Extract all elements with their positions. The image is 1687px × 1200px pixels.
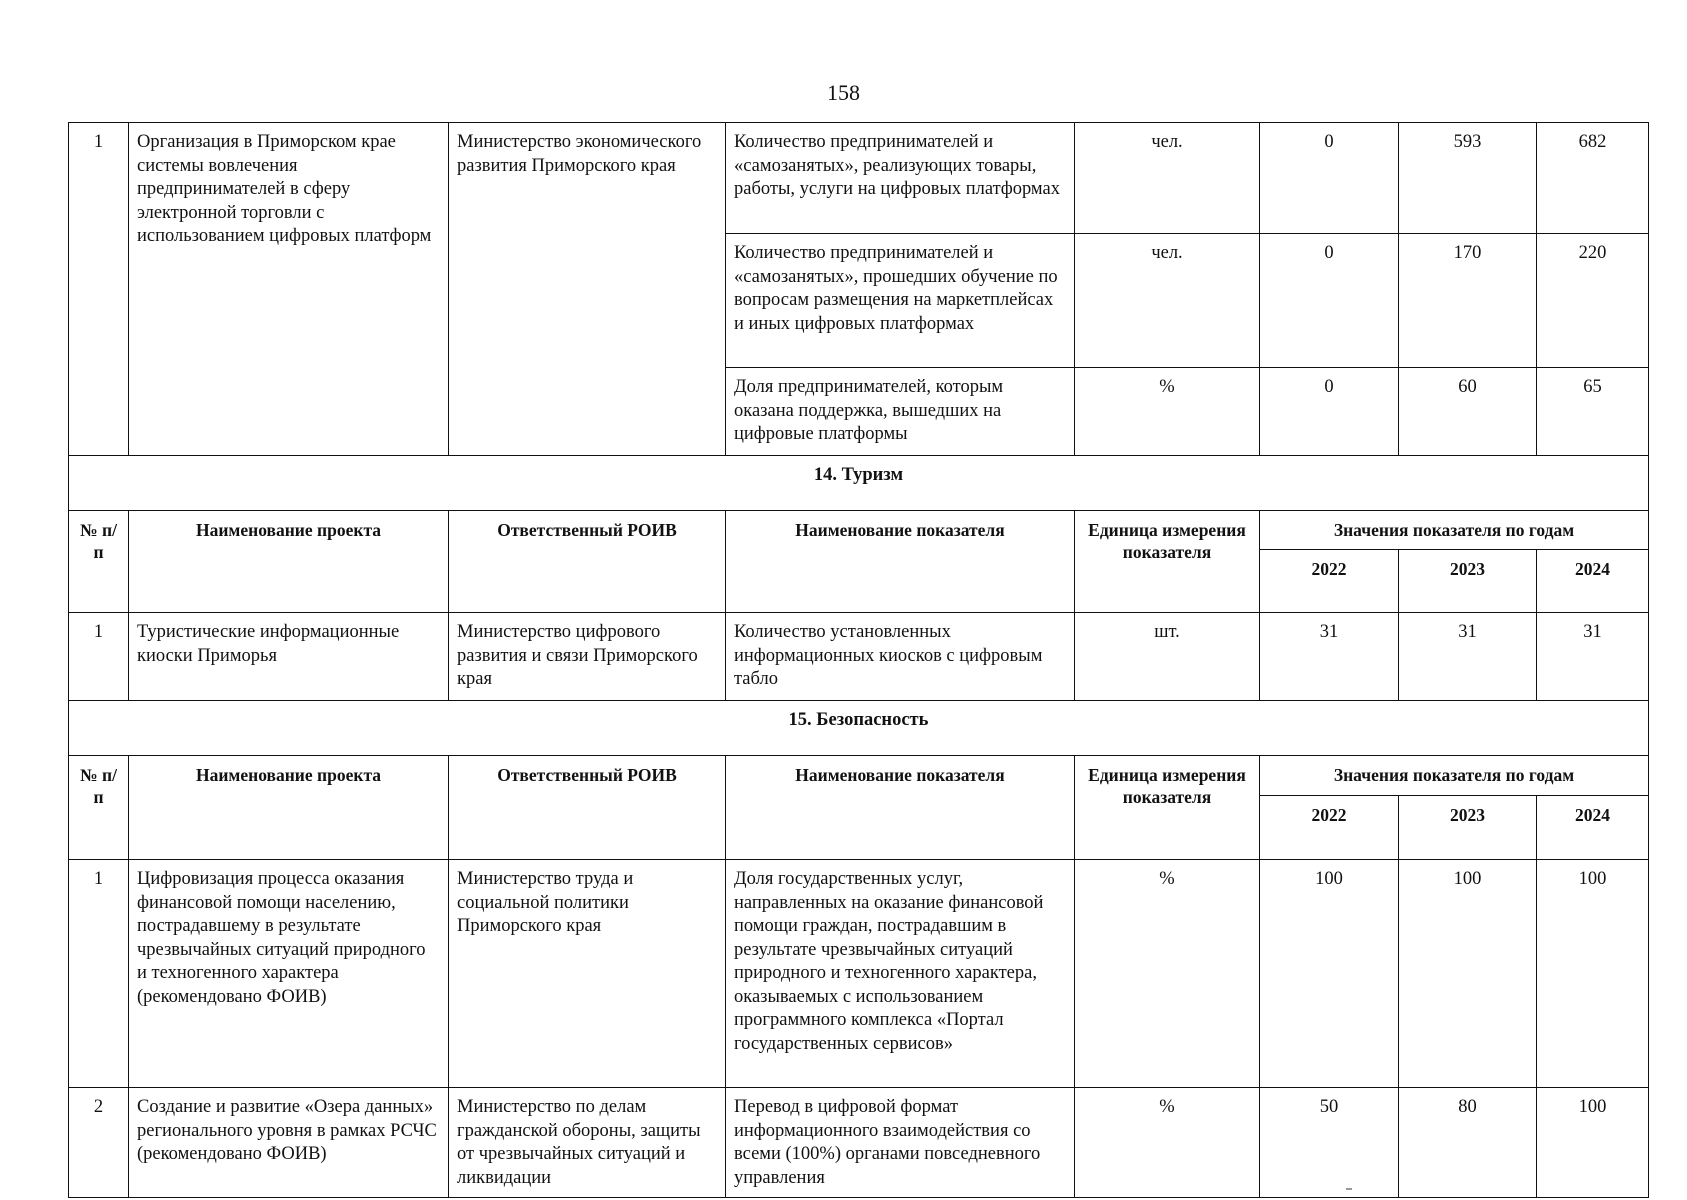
value-2022: 50 xyxy=(1260,1088,1399,1198)
value-2024: 31 xyxy=(1537,613,1649,701)
table-header-row xyxy=(69,511,1649,550)
header-year-2024: 2024 xyxy=(1537,796,1649,860)
value-2022: 31 xyxy=(1260,613,1399,701)
header-unit: Единица измерения показателя xyxy=(1075,511,1260,613)
value-2023: 593 xyxy=(1399,123,1537,234)
project-name: Создание и развитие «Озера данных» регионального уровня в рамках РСЧС (рекомендовано ФОИВ) xyxy=(129,1088,449,1198)
indicator-name: Доля предпринимателей, которым оказана поддержка, вышедших на цифровые платформы xyxy=(726,368,1075,456)
section-title: 15. Безопасность xyxy=(69,701,1649,756)
value-2023: 80 xyxy=(1399,1088,1537,1198)
header-unit: Единица измерения показателя xyxy=(1075,756,1260,860)
value-2023: 100 xyxy=(1399,860,1537,1088)
table-header-row xyxy=(69,756,1649,796)
header-year-2023: 2023 xyxy=(1399,550,1537,613)
table-row xyxy=(69,860,1649,1088)
header-num: № п/п xyxy=(69,756,129,860)
value-2024: 100 xyxy=(1537,860,1649,1088)
value-2024: 100 xyxy=(1537,1088,1649,1198)
header-roiv: Ответственный РОИВ xyxy=(449,511,726,613)
unit: чел. xyxy=(1075,123,1260,234)
responsible-roiv: Министерство по делам гражданской обороны, защиты от чрезвычайных ситуаций и ликвидации xyxy=(449,1088,726,1198)
header-indicator: Наименование показателя xyxy=(726,756,1075,860)
table-row xyxy=(69,613,1649,701)
header-roiv: Ответственный РОИВ xyxy=(449,756,726,860)
section-title-row xyxy=(69,701,1649,756)
unit: шт. xyxy=(1075,613,1260,701)
header-indicator: Наименование показателя xyxy=(726,511,1075,613)
project-name: Цифровизация процесса оказания финансовой помощи населению, пострадавшему в результате чрезвычайных ситуаций природного и техногенного характера (рекомендовано ФОИВ) xyxy=(129,860,449,1088)
project-name: Организация в Приморском крае системы вовлечения предпринимателей в сферу электронной торговли с использованием цифровых платформ xyxy=(129,123,449,456)
indicator-name: Количество установленных информационных киосков с цифровым табло xyxy=(726,613,1075,701)
table-row xyxy=(69,123,1649,234)
indicator-name: Количество предпринимателей и «самозанятых», реализующих товары, работы, услуги на цифровых платформах xyxy=(726,123,1075,234)
indicator-name: Перевод в цифровой формат информационного взаимодействия со всеми (100%) органами повседневного управления xyxy=(726,1088,1075,1198)
value-2022: 100 xyxy=(1260,860,1399,1088)
value-2023: 31 xyxy=(1399,613,1537,701)
table-row xyxy=(69,1088,1649,1198)
scan-speck xyxy=(1346,1188,1352,1190)
value-2024: 65 xyxy=(1537,368,1649,456)
responsible-roiv: Министерство экономического развития Приморского края xyxy=(449,123,726,456)
project-name: Туристические информационные киоски Приморья xyxy=(129,613,449,701)
header-values-by-year: Значения показателя по годам xyxy=(1260,511,1649,550)
section-title: 14. Туризм xyxy=(69,456,1649,511)
responsible-roiv: Министерство труда и социальной политики Приморского края xyxy=(449,860,726,1088)
value-2024: 220 xyxy=(1537,234,1649,368)
unit: чел. xyxy=(1075,234,1260,368)
unit: % xyxy=(1075,860,1260,1088)
row-number: 1 xyxy=(69,613,129,701)
header-project: Наименование проекта xyxy=(129,511,449,613)
unit: % xyxy=(1075,1088,1260,1198)
header-num: № п/п xyxy=(69,511,129,613)
row-number: 2 xyxy=(69,1088,129,1198)
section-title-row xyxy=(69,456,1649,511)
header-year-2022: 2022 xyxy=(1260,550,1399,613)
header-year-2024: 2024 xyxy=(1537,550,1649,613)
value-2022: 0 xyxy=(1260,368,1399,456)
value-2023: 60 xyxy=(1399,368,1537,456)
value-2022: 0 xyxy=(1260,123,1399,234)
page-number: 158 xyxy=(827,80,860,105)
header-year-2023: 2023 xyxy=(1399,796,1537,860)
row-number: 1 xyxy=(69,860,129,1088)
indicator-name: Количество предпринимателей и «самозанятых», прошедших обучение по вопросам размещения на маркетплейсах и иных цифровых платформах xyxy=(726,234,1075,368)
header-project: Наименование проекта xyxy=(129,756,449,860)
responsible-roiv: Министерство цифрового развития и связи Приморского края xyxy=(449,613,726,701)
header-values-by-year: Значения показателя по годам xyxy=(1260,756,1649,796)
indicators-table xyxy=(68,122,1649,1198)
value-2022: 0 xyxy=(1260,234,1399,368)
row-number: 1 xyxy=(69,123,129,456)
header-year-2022: 2022 xyxy=(1260,796,1399,860)
indicator-name: Доля государственных услуг, направленных на оказание финансовой помощи граждан, пострадавшим в результате чрезвычайных ситуаций природного и техногенного характера, оказываемых с использованием программного комплекса «Портал государственных сервисов» xyxy=(726,860,1075,1088)
value-2023: 170 xyxy=(1399,234,1537,368)
value-2024: 682 xyxy=(1537,123,1649,234)
unit: % xyxy=(1075,368,1260,456)
